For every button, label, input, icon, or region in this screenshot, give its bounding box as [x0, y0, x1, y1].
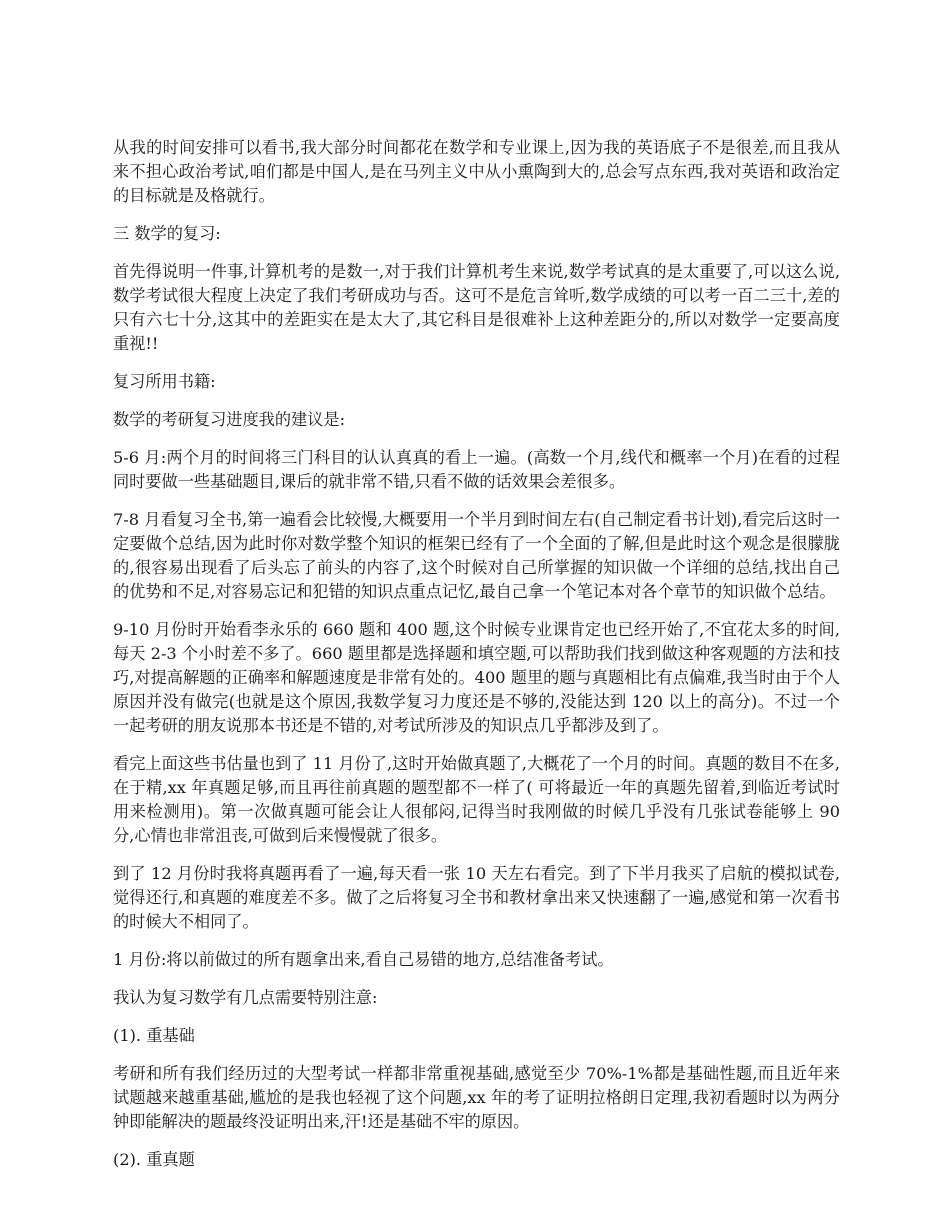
label-progress-suggestion: 数学的考研复习进度我的建议是: [113, 410, 346, 429]
paragraph-january: 1 月份:将以前做过的所有题拿出来,看自己易错的地方,总结准备考试。 [113, 950, 614, 969]
paragraph-time-arrangement: 从我的时间安排可以看书,我大部分时间都花在数学和专业课上,因为我的英语底子不是很差,而且我从来不担心政治考试,咱们都是中国人,是在马列主义中从小熏陶到大的,总会写点东西,我对英语和政治定的目标就是及格就行。 [113, 138, 840, 205]
label-review-books: 复习所用书籍: [113, 372, 216, 391]
paragraph-december: 到了 12 月份时我将真题再看了一遍,每天看一张 10 天左右看完。到了下半月我买了启航的模拟试卷,觉得还行,和真题的难度差不多。做了之后将复习全书和教材拿出来又快速翻了一遍,感觉和第一次看书的时候大不相同了。 [113, 864, 840, 931]
paragraph-past-papers: 看完上面这些书估量也到了 11 月份了,这时开始做真题了,大概花了一个月的时间。真题的数目不在多,在于精,xx 年真题足够,而且再往前真题的题型都不一样了( 可将最近一年的真题先留着,到临近考试时用来检测用)。第一次做真题可能会让人很郁闷,记得当时我刚做的时候几乎没有几张试卷能够上 90 分,心情也非常沮丧,可做到后来慢慢就了很多。 [113, 754, 840, 845]
subheading-basics: (1). 重基础 [113, 1026, 195, 1045]
paragraph-may-june: 5-6 月:两个月的时间将三门科目的认认真真的看上一遍。(高数一个月,线代和概率一个月)在看的过程同时要做一些基础题目,课后的就非常不错,只看不做的话效果会差很多。 [113, 448, 840, 491]
label-attention-points: 我认为复习数学有几点需要特别注意: [113, 988, 378, 1007]
section-heading-math-review: 三 数学的复习: [113, 224, 221, 243]
paragraph-july-august: 7-8 月看复习全书,第一遍看会比较慢,大概要用一个半月到时间左右(自己制定看书计划),看完后这时一定要做个总结,因为此时你对数学整个知识的框架已经有了一个全面的了解,但是此时这个观念是很朦胧的,很容易出现看了后头忘了前头的内容了,这个时候对自己所掌握的知识做一个详细的总结,找出自己的优势和不足,对容易忘记和犯错的知识点重点记忆,最自己拿一个笔记本对各个章节的知识做个总结。 [113, 510, 840, 601]
paragraph-basics: 考研和所有我们经历过的大型考试一样都非常重视基础,感觉至少 70%-1%都是基础性题,而且近年来试题越来越重基础,尴尬的是我也轻视了这个问题,xx 年的考了证明拉格朗日定理,我初看题时以为两分钟即能解决的题最终没证明出来,汗!还是基础不牢的原因。 [113, 1064, 840, 1131]
subheading-past-papers: (2). 重真题 [113, 1150, 195, 1169]
paragraph-sept-oct: 9-10 月份时开始看李永乐的 660 题和 400 题,这个时候专业课肯定也已经开始了,不宜花太多的时间,每天 2-3 个小时差不多了。660 题里都是选择题和填空题,可以帮助我们找到做这种客观题的方法和技巧,对提高解题的正确率和解题速度是非常有处的。400 题里的题与真题相比有点偏难,我当时由于个人原因并没有做完(也就是这个原因,我数学复习力度还是不够的,没能达到 120 以上的高分)。不过一个一起考研的朋友说那本书还是不错的,对考试所涉及的知识点几乎都涉及到了。 [113, 620, 840, 735]
document-body [113, 136, 840, 1186]
paragraph-math-importance: 首先得说明一件事,计算机考的是数一,对于我们计算机考生来说,数学考试真的是太重要了,可以这么说,数学考试很大程度上决定了我们考研成功与否。这可不是危言耸听,数学成绩的可以考一百二三十,差的只有六七十分,这其中的差距实在是太大了,其它科目是很难补上这种差距分的,所以对数学一定要高度重视!! [113, 262, 840, 353]
